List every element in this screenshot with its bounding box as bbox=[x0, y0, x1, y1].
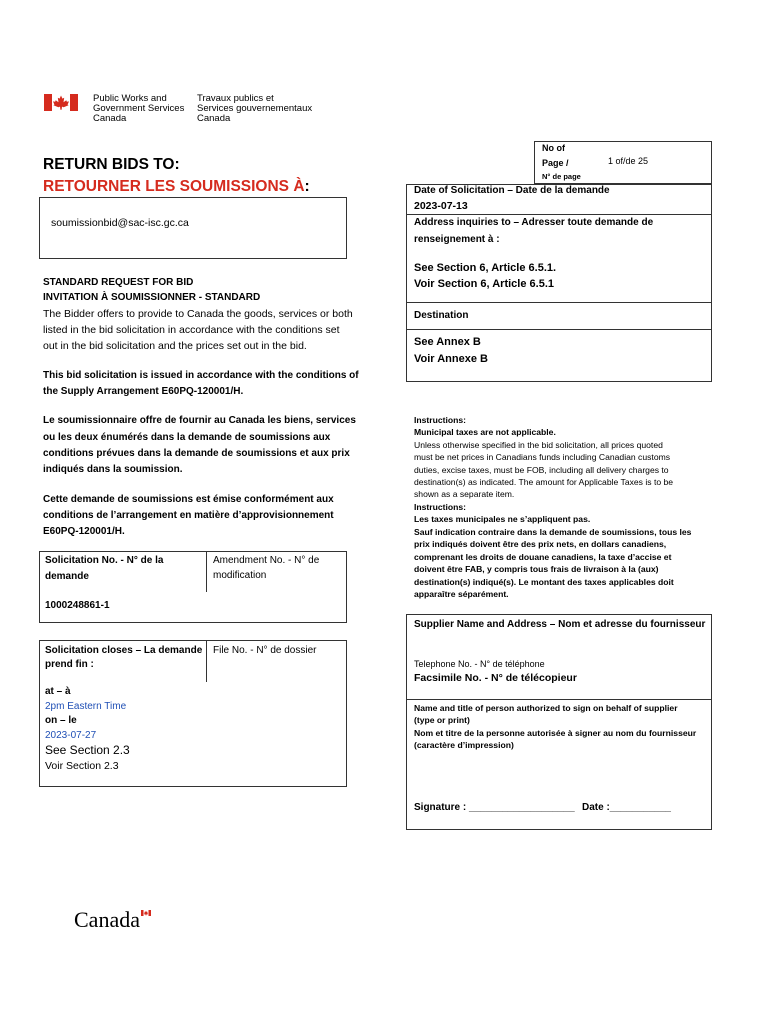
dept-name-en-3: Canada bbox=[93, 113, 127, 124]
instructions-line: Instructions: bbox=[414, 415, 467, 425]
instructions-line: destination(s) as indicated. The amount for Applicable Taxes is to be bbox=[414, 477, 674, 487]
authorized-person-line: (type or print) bbox=[414, 715, 470, 725]
request-body-fr-1: Le soumissionnaire offre de fournir au Canada les biens, services bbox=[43, 415, 356, 426]
destination-value-1: See Annex B bbox=[414, 336, 481, 348]
solicitation-number-label-2: demande bbox=[45, 571, 89, 582]
closing-label-2: prend fin : bbox=[45, 659, 94, 670]
facsimile-label: Facsimile No. - N° de télécopieur bbox=[414, 672, 577, 684]
page-number-value: 1 of/de 25 bbox=[608, 156, 649, 166]
solicitation-number-value: 1000248861-1 bbox=[45, 600, 110, 611]
inquiries-label-2: renseignement à : bbox=[414, 234, 500, 245]
page-label-2: Page / bbox=[542, 158, 569, 168]
dept-name-en-1: Public Works and bbox=[93, 93, 167, 104]
divider bbox=[406, 699, 712, 700]
request-body-fr-2: ou les deux énumérés dans la demande de soumissions aux bbox=[43, 432, 331, 443]
instructions-line: shown as a separate item. bbox=[414, 489, 515, 499]
destination-value-2: Voir Annexe B bbox=[414, 353, 488, 365]
request-title-2: INVITATION À SOUMISSIONNER - STANDARD bbox=[43, 292, 261, 303]
closing-time: 2pm Eastern Time bbox=[45, 701, 127, 712]
dept-name-en-2: Government Services bbox=[93, 103, 185, 114]
closing-see-section: See Section 2.3 bbox=[45, 743, 130, 757]
instructions-line: prix indiqués doivent être des prix nets, en dollars canadiens, bbox=[414, 539, 667, 549]
request-body-fr-3: conditions prévues dans la demande de soumissions et aux prix bbox=[43, 448, 350, 459]
canada-flag-icon bbox=[44, 94, 78, 111]
canada-wordmark-text: Canada bbox=[74, 907, 140, 932]
closing-label-1: Solicitation closes – La demande bbox=[45, 645, 203, 656]
authorized-person-line: Name and title of person authorized to sign on behalf of supplier bbox=[414, 703, 678, 713]
request-body-en-3: out in the bid solicitation and the prices set out in the bid. bbox=[43, 340, 307, 352]
instructions-line: apparaître séparément. bbox=[414, 589, 509, 599]
date-field[interactable]: Date :___________ bbox=[582, 802, 671, 813]
return-bids-title-fr bbox=[43, 179, 310, 195]
instructions-line: comprenant les droits de douane canadiens, la taxe d’accise et bbox=[414, 552, 672, 562]
dept-name-fr-2: Services gouvernementaux bbox=[197, 103, 313, 114]
divider bbox=[406, 214, 712, 215]
amendment-number-label-1: Amendment No. - N° de bbox=[213, 555, 320, 566]
request-body-fr-4: indiqués dans la soumission. bbox=[43, 464, 183, 475]
request-body-en-2: listed in the bid solicitation in accordance with the conditions set bbox=[43, 324, 340, 336]
inquiries-value-2: Voir Section 6, Article 6.5.1 bbox=[414, 278, 554, 290]
closing-on-label: on – le bbox=[45, 715, 77, 726]
authorized-person-line: (caractère d’impression) bbox=[414, 740, 514, 750]
inquiries-label-1: Address inquiries to – Adresser toute demande de bbox=[414, 217, 654, 228]
divider bbox=[406, 302, 712, 303]
dept-name-fr-1: Travaux publics et bbox=[197, 93, 274, 104]
signature-field[interactable]: Signature : ___________________ bbox=[414, 802, 575, 813]
page-label-1: No of bbox=[542, 143, 565, 153]
request-body-en-1: The Bidder offers to provide to Canada the goods, services or both bbox=[43, 308, 353, 320]
page-label-3: N° de page bbox=[542, 172, 581, 181]
solicitation-number-label-1: Solicitation No. - N° de la bbox=[45, 555, 164, 566]
instructions-line: destination(s) indiqué(s). Le montant des taxes applicables doit bbox=[414, 577, 674, 587]
divider bbox=[406, 329, 712, 330]
closing-at-label: at – à bbox=[45, 686, 71, 697]
file-number-label: File No. - N° de dossier bbox=[213, 645, 317, 656]
divider bbox=[206, 551, 207, 592]
dept-name-fr-3: Canada bbox=[197, 113, 231, 124]
instructions-line: Municipal taxes are not applicable. bbox=[414, 427, 556, 437]
request-arrangement-en-2: the Supply Arrangement E60PQ-120001/H. bbox=[43, 386, 244, 397]
canada-wordmark-flag-icon bbox=[141, 910, 151, 916]
return-bids-title-fr-text: RETOURNER LES SOUMISSIONS À bbox=[43, 178, 305, 195]
divider bbox=[206, 640, 207, 682]
instructions-line: doivent être FAB, y compris tous frais de livraison à la (aux) bbox=[414, 564, 659, 574]
request-arrangement-fr-2: conditions de l’arrangement en matière d’approvisionnement bbox=[43, 510, 334, 521]
closing-voir-section: Voir Section 2.3 bbox=[45, 760, 119, 772]
instructions-line: Instructions: bbox=[414, 502, 467, 512]
instructions-line: Les taxes municipales ne s’appliquent pas. bbox=[414, 514, 591, 524]
request-arrangement-en-1: This bid solicitation is issued in accordance with the conditions of bbox=[43, 370, 359, 381]
request-title-1: STANDARD REQUEST FOR BID bbox=[43, 277, 194, 288]
request-arrangement-fr-3: E60PQ-120001/H. bbox=[43, 526, 125, 537]
destination-label: Destination bbox=[414, 310, 469, 321]
return-email[interactable]: soumissionbid@sac-isc.gc.ca bbox=[51, 217, 189, 229]
solicitation-date-label: Date of Solicitation – Date de la demande bbox=[414, 185, 610, 196]
solicitation-date-value: 2023-07-13 bbox=[414, 200, 468, 212]
instructions-line: Unless otherwise specified in the bid solicitation, all prices quoted bbox=[414, 440, 663, 450]
closing-date: 2023-07-27 bbox=[45, 730, 97, 741]
instructions-line: must be net prices in Canadians funds including Canadian customs bbox=[414, 452, 671, 462]
supplier-name-address-label: Supplier Name and Address – Nom et adresse du fournisseur bbox=[414, 619, 706, 630]
canada-wordmark bbox=[74, 909, 140, 931]
inquiries-value-1: See Section 6, Article 6.5.1. bbox=[414, 262, 557, 274]
request-arrangement-fr-1: Cette demande de soumissions est émise conformément aux bbox=[43, 494, 334, 505]
return-bids-title-en: RETURN BIDS TO: bbox=[43, 156, 180, 173]
return-bids-title-fr-colon: : bbox=[304, 178, 310, 195]
amendment-number-label-2: modification bbox=[213, 570, 267, 581]
instructions-line: duties, excise taxes, must be FOB, including all delivery charges to bbox=[414, 465, 669, 475]
authorized-person-line: Nom et titre de la personne autorisée à signer au nom du fournisseur bbox=[414, 728, 697, 738]
instructions-line: Sauf indication contraire dans la demande de soumissions, tous les bbox=[414, 527, 692, 537]
telephone-label: Telephone No. - N° de téléphone bbox=[414, 659, 545, 669]
